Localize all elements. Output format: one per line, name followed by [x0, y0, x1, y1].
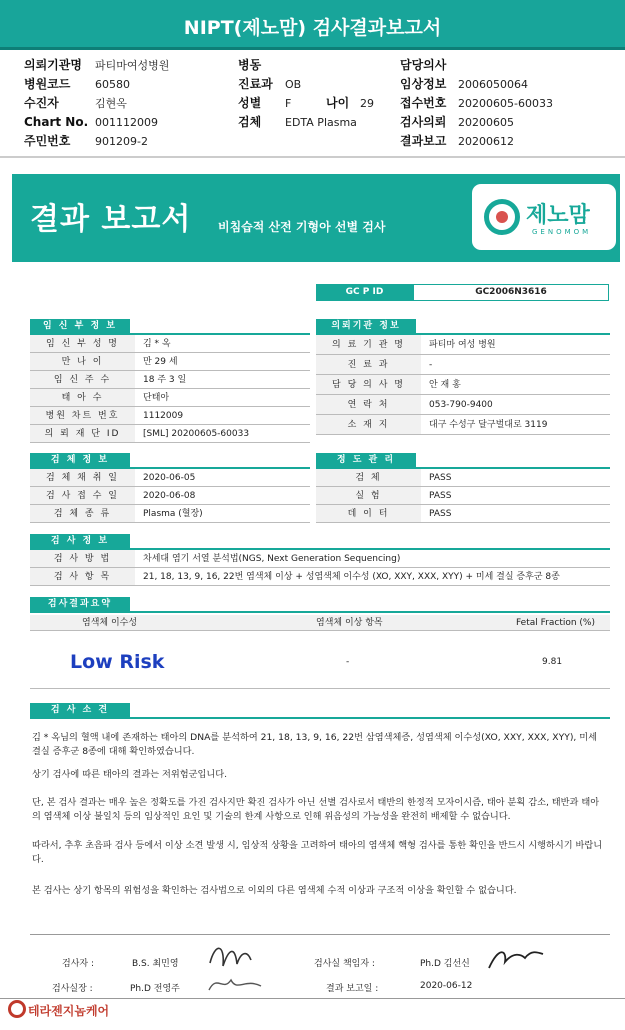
divider: [0, 998, 625, 999]
company-logo-icon: [8, 1000, 26, 1018]
org-value: 파티마여성병원: [95, 59, 170, 72]
institution-row-value: 파티마 여성 병원: [421, 335, 610, 355]
pregnant-row-value: 1112009: [135, 407, 310, 425]
dept-label: 진료과: [238, 77, 273, 91]
institution-header: 의뢰기관 정보: [316, 319, 416, 333]
findings-paragraph-3: 단, 본 검사 결과는 매우 높은 정확도를 가진 검사지만 확진 검사가 아닌 선별 검사로서 태반의 한정적 모자이시즘, 태아 분획 감소, 태반과 태아의 염색체 이상 불일치 등의 임상적인 요인 및 기술의 한계 사항으로 인해 위음성의 가능성을 완전히 배제할 수 없습니다.: [32, 797, 600, 822]
institution-row-label: 소 재 지: [316, 415, 421, 435]
specimen-label: 검체: [238, 115, 262, 129]
result-banner: [12, 174, 620, 262]
specimen-value: EDTA Plasma: [285, 116, 357, 129]
dept-value: OB: [285, 78, 302, 91]
gcp-id-label: GC P ID: [316, 284, 413, 301]
summary-table-head: [30, 615, 610, 631]
tester-label: 검사자 :: [62, 959, 94, 969]
company-name: 테라젠지놈케어: [28, 1004, 110, 1018]
responsible-signature: [485, 940, 547, 974]
ward-label: 병동: [238, 58, 262, 72]
age-value: 29: [360, 97, 374, 110]
clinical-value: 2006050064: [458, 78, 528, 91]
pregnant-row-label: 만 나 이: [30, 353, 135, 371]
test-row-label: 검 사 항 목: [30, 568, 135, 586]
chart-value: 001112009: [95, 116, 158, 129]
findings-paragraph-5: 본 검사는 상기 항목의 위험성을 확인하는 검사법으로 이외의 다른 염색체 수적 이상과 구조적 이상을 확인할 수 없습니다.: [32, 885, 517, 896]
head-signature: [205, 970, 265, 996]
gcp-id-value: GC2006N3616: [413, 284, 609, 301]
request-value: 20200605: [458, 116, 514, 129]
report-value: 20200612: [458, 135, 514, 148]
institution-row-value: 대구 수성구 달구벌대로 3119: [421, 415, 610, 435]
specimen-row-value: 2020-06-05: [135, 469, 310, 487]
logo-text: 제노맘: [526, 203, 590, 228]
genomom-logo: [472, 184, 616, 250]
findings-paragraph-1: 김 * 옥님의 혈액 내에 존재하는 태아의 DNA를 분석하여 21, 18, 13, 9, 16, 22번 삼염색체증, 성염색체 이수성(XO, XXY, XXX, XYY), 미세 결실 증후군 8종에 대해 확인하였습니다.: [32, 732, 597, 757]
tester-value: B.S. 최민영: [132, 959, 179, 969]
pregnant-row-value: 단태아: [135, 389, 310, 407]
specimen-row-label: 검 체 채 취 일: [30, 469, 135, 487]
institution-row-label: 연 락 처: [316, 395, 421, 415]
receipt-label: 접수번호: [400, 96, 447, 110]
institution-row-value: 053-790-9400: [421, 395, 610, 415]
age-label: 나이: [326, 96, 350, 110]
pregnant-row-label: 임 신 주 수: [30, 371, 135, 389]
pregnant-row-value: 김 * 옥: [135, 335, 310, 353]
institution-row-label: 담 당 의 사 명: [316, 375, 421, 395]
findings-paragraph-2: 상기 검사에 따른 태아의 결과는 저위험군입니다.: [32, 769, 228, 780]
specimen-row-value: 2020-06-08: [135, 487, 310, 505]
id-label: 주민번호: [24, 134, 71, 148]
qc-row-label: 실 험: [316, 487, 421, 505]
specimen-row-label: 검 체 종 류: [30, 505, 135, 523]
logo-subtext: GENOMOM: [532, 228, 592, 236]
receipt-value: 20200605-60033: [458, 97, 553, 110]
patient-label: 수진자: [24, 96, 59, 110]
abnormal-item-value: -: [346, 657, 350, 667]
clinical-label: 임상정보: [400, 77, 447, 91]
pregnant-row-value: 18 주 3 일: [135, 371, 310, 389]
pregnant-row-value: [SML] 20200605-60033: [135, 425, 310, 443]
qc-row-value: PASS: [421, 469, 610, 487]
pregnant-row-label: 의 뢰 재 단 ID: [30, 425, 135, 443]
divider: [0, 156, 625, 158]
report-title: NIPT(제노맘) 검사결과보고서: [0, 0, 625, 50]
findings-paragraph-4: 따라서, 추후 초음파 검사 등에서 이상 소견 발생 시, 임상적 상황을 고려하여 태아의 염색체 핵형 검사를 통한 확인을 반드시 시행하시기 바랍니다.: [32, 840, 603, 865]
institution-row-label: 진 료 과: [316, 355, 421, 375]
code-label: 병원코드: [24, 77, 71, 91]
summary-col-aneuploidy: 염색체 이수성: [82, 618, 138, 628]
qc-row-label: 데 이 터: [316, 505, 421, 523]
divider: [30, 688, 610, 689]
qc-header: 정 도 관 리: [316, 453, 416, 467]
head-label: 검사실장 :: [52, 984, 93, 994]
specimen-row-value: Plasma (혈장): [135, 505, 310, 523]
test-row-value: 차세대 염기 서열 분석법(NGS, Next Generation Sequencing): [135, 550, 610, 568]
sex-value: F: [285, 97, 292, 110]
findings-header: 검 사 소 견: [30, 703, 130, 717]
chart-label: Chart No.: [24, 115, 89, 129]
banner-subtitle: 비침습적 산전 기형아 선별 검사: [218, 220, 386, 234]
report-date-label: 결과 보고일 :: [326, 984, 379, 994]
request-meta: [0, 54, 625, 152]
pregnant-row-value: 만 29 세: [135, 353, 310, 371]
divider: [30, 934, 610, 935]
code-value: 60580: [95, 78, 130, 91]
section-line: [30, 717, 610, 719]
pregnant-row-label: 임 신 부 성 명: [30, 335, 135, 353]
responsible-value: Ph.D 김선신: [420, 959, 470, 969]
tester-signature: [205, 938, 255, 974]
institution-row-value: 안 재 홍: [421, 375, 610, 395]
test-row-label: 검 사 방 법: [30, 550, 135, 568]
request-label: 검사의뢰: [400, 115, 447, 129]
report-label: 결과보고: [400, 134, 447, 148]
section-line: [30, 611, 610, 613]
doctor-label: 담당의사: [400, 58, 447, 72]
test-header: 검 사 정 보: [30, 534, 130, 548]
summary-header: 검사결과요약: [30, 597, 130, 611]
id-value: 901209-2: [95, 135, 148, 148]
responsible-label: 검사실 책임자 :: [314, 959, 375, 969]
head-value: Ph.D 전영주: [130, 984, 180, 994]
qc-row-value: PASS: [421, 505, 610, 523]
banner-title: 결과 보고서: [30, 202, 192, 237]
specimen-row-label: 검 사 접 수 일: [30, 487, 135, 505]
report-date-value: 2020-06-12: [420, 981, 473, 991]
pregnant-row-label: 태 아 수: [30, 389, 135, 407]
org-label: 의뢰기관명: [24, 58, 82, 72]
patient-value: 김현옥: [95, 97, 127, 110]
sex-label: 성별: [238, 96, 262, 110]
qc-row-label: 검 체: [316, 469, 421, 487]
pregnant-row-label: 병원 차트 번호: [30, 407, 135, 425]
test-row-value: 21, 18, 13, 9, 16, 22번 염색체 이상 + 성염색체 이수성 (XO, XXY, XXX, XYY) + 미세 결실 증후군 8종: [135, 568, 610, 586]
pregnant-header: 임 신 부 정 보: [30, 319, 130, 333]
fetal-fraction-value: 9.81: [542, 657, 563, 667]
specimen-header: 검 체 정 보: [30, 453, 130, 467]
summary-col-abnormal: 염색체 이상 항목: [316, 618, 383, 628]
qc-row-value: PASS: [421, 487, 610, 505]
risk-result: Low Risk: [70, 651, 165, 673]
institution-row-value: -: [421, 355, 610, 375]
institution-row-label: 의 료 기 관 명: [316, 335, 421, 355]
summary-col-fraction: Fetal Fraction (%): [516, 618, 595, 628]
genomom-logo-icon: [484, 199, 520, 235]
